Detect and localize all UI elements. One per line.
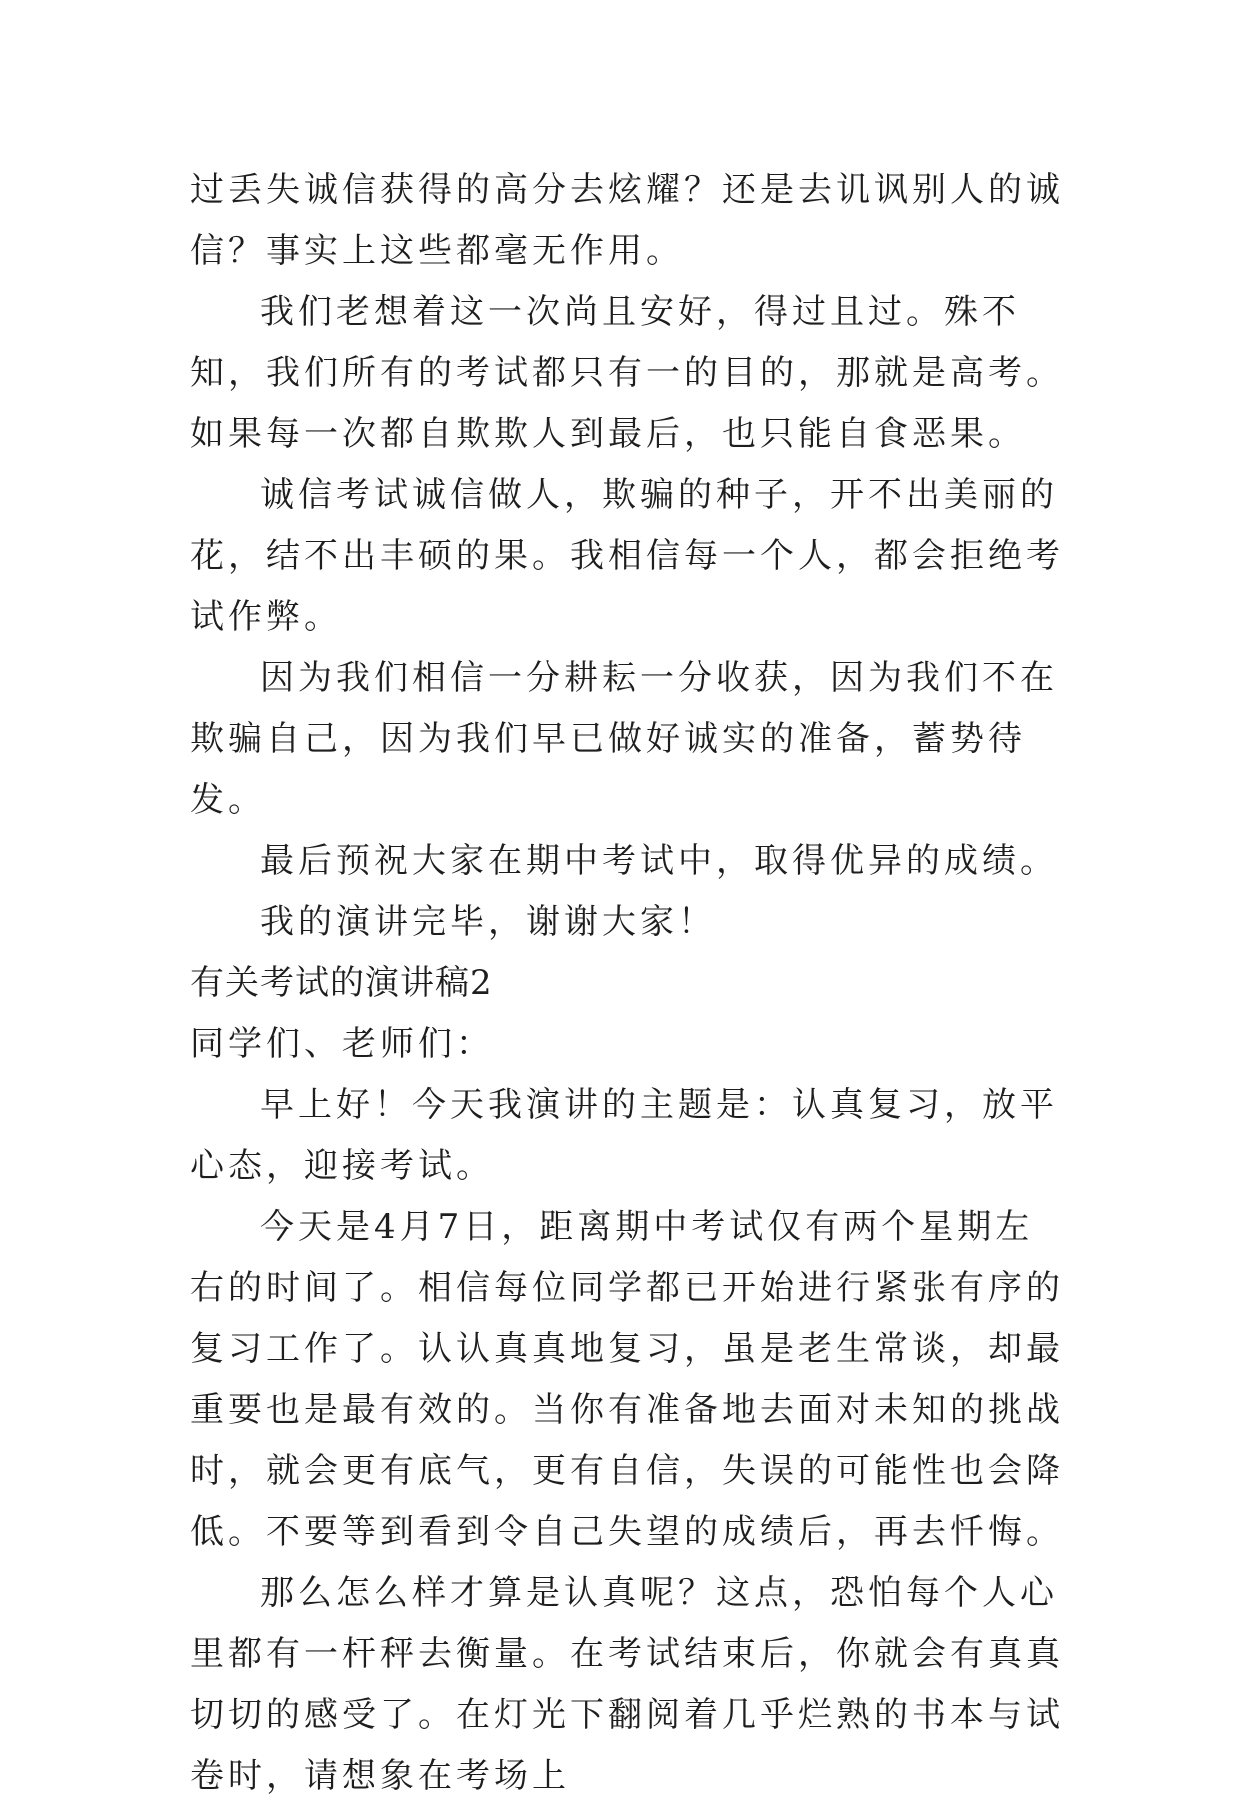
salutation: 同学们、老师们： (190, 1024, 494, 1064)
section-heading: 有关考试的演讲稿2 (190, 963, 493, 1003)
paragraph: 过丢失诚信获得的高分去炫耀？还是去讥讽别人的诚信？事实上这些都毫无作用。 (190, 170, 1064, 271)
paragraph: 今天是4月7日，距离期中考试仅有两个星期左右的时间了。相信每位同学都已开始进行紧张有序的复习工作了。认认真真地复习，虽是老生常谈，却最重要也是最有效的。当你有准备地去面对未知的挑战时，就会更有底气，更有自信，失误的可能性也会降低。不要等到看到令自己失望的成绩后，再去忏悔。 (190, 1207, 1064, 1552)
paragraph: 最后预祝大家在期中考试中，取得优异的成绩。 (260, 841, 1058, 881)
paragraph: 我的演讲完毕，谢谢大家！ (260, 902, 716, 942)
paragraph: 因为我们相信一分耕耘一分收获，因为我们不在欺骗自己，因为我们早已做好诚实的准备，蓄势待发。 (190, 658, 1058, 820)
document-body (190, 160, 1070, 1807)
paragraph: 诚信考试诚信做人，欺骗的种子，开不出美丽的花，结不出丰硕的果。我相信每一个人，都会拒绝考试作弊。 (190, 475, 1064, 637)
paragraph: 早上好！今天我演讲的主题是：认真复习，放平心态，迎接考试。 (190, 1085, 1058, 1186)
paragraph: 那么怎么样才算是认真呢？这点，恐怕每个人心里都有一杆秤去衡量。在考试结束后，你就会有真真切切的感受了。在灯光下翻阅着几乎烂熟的书本与试卷时，请想象在考场上 (190, 1573, 1064, 1796)
paragraph: 我们老想着这一次尚且安好，得过且过。殊不知，我们所有的考试都只有一的目的，那就是高考。如果每一次都自欺欺人到最后，也只能自食恶果。 (190, 292, 1064, 454)
